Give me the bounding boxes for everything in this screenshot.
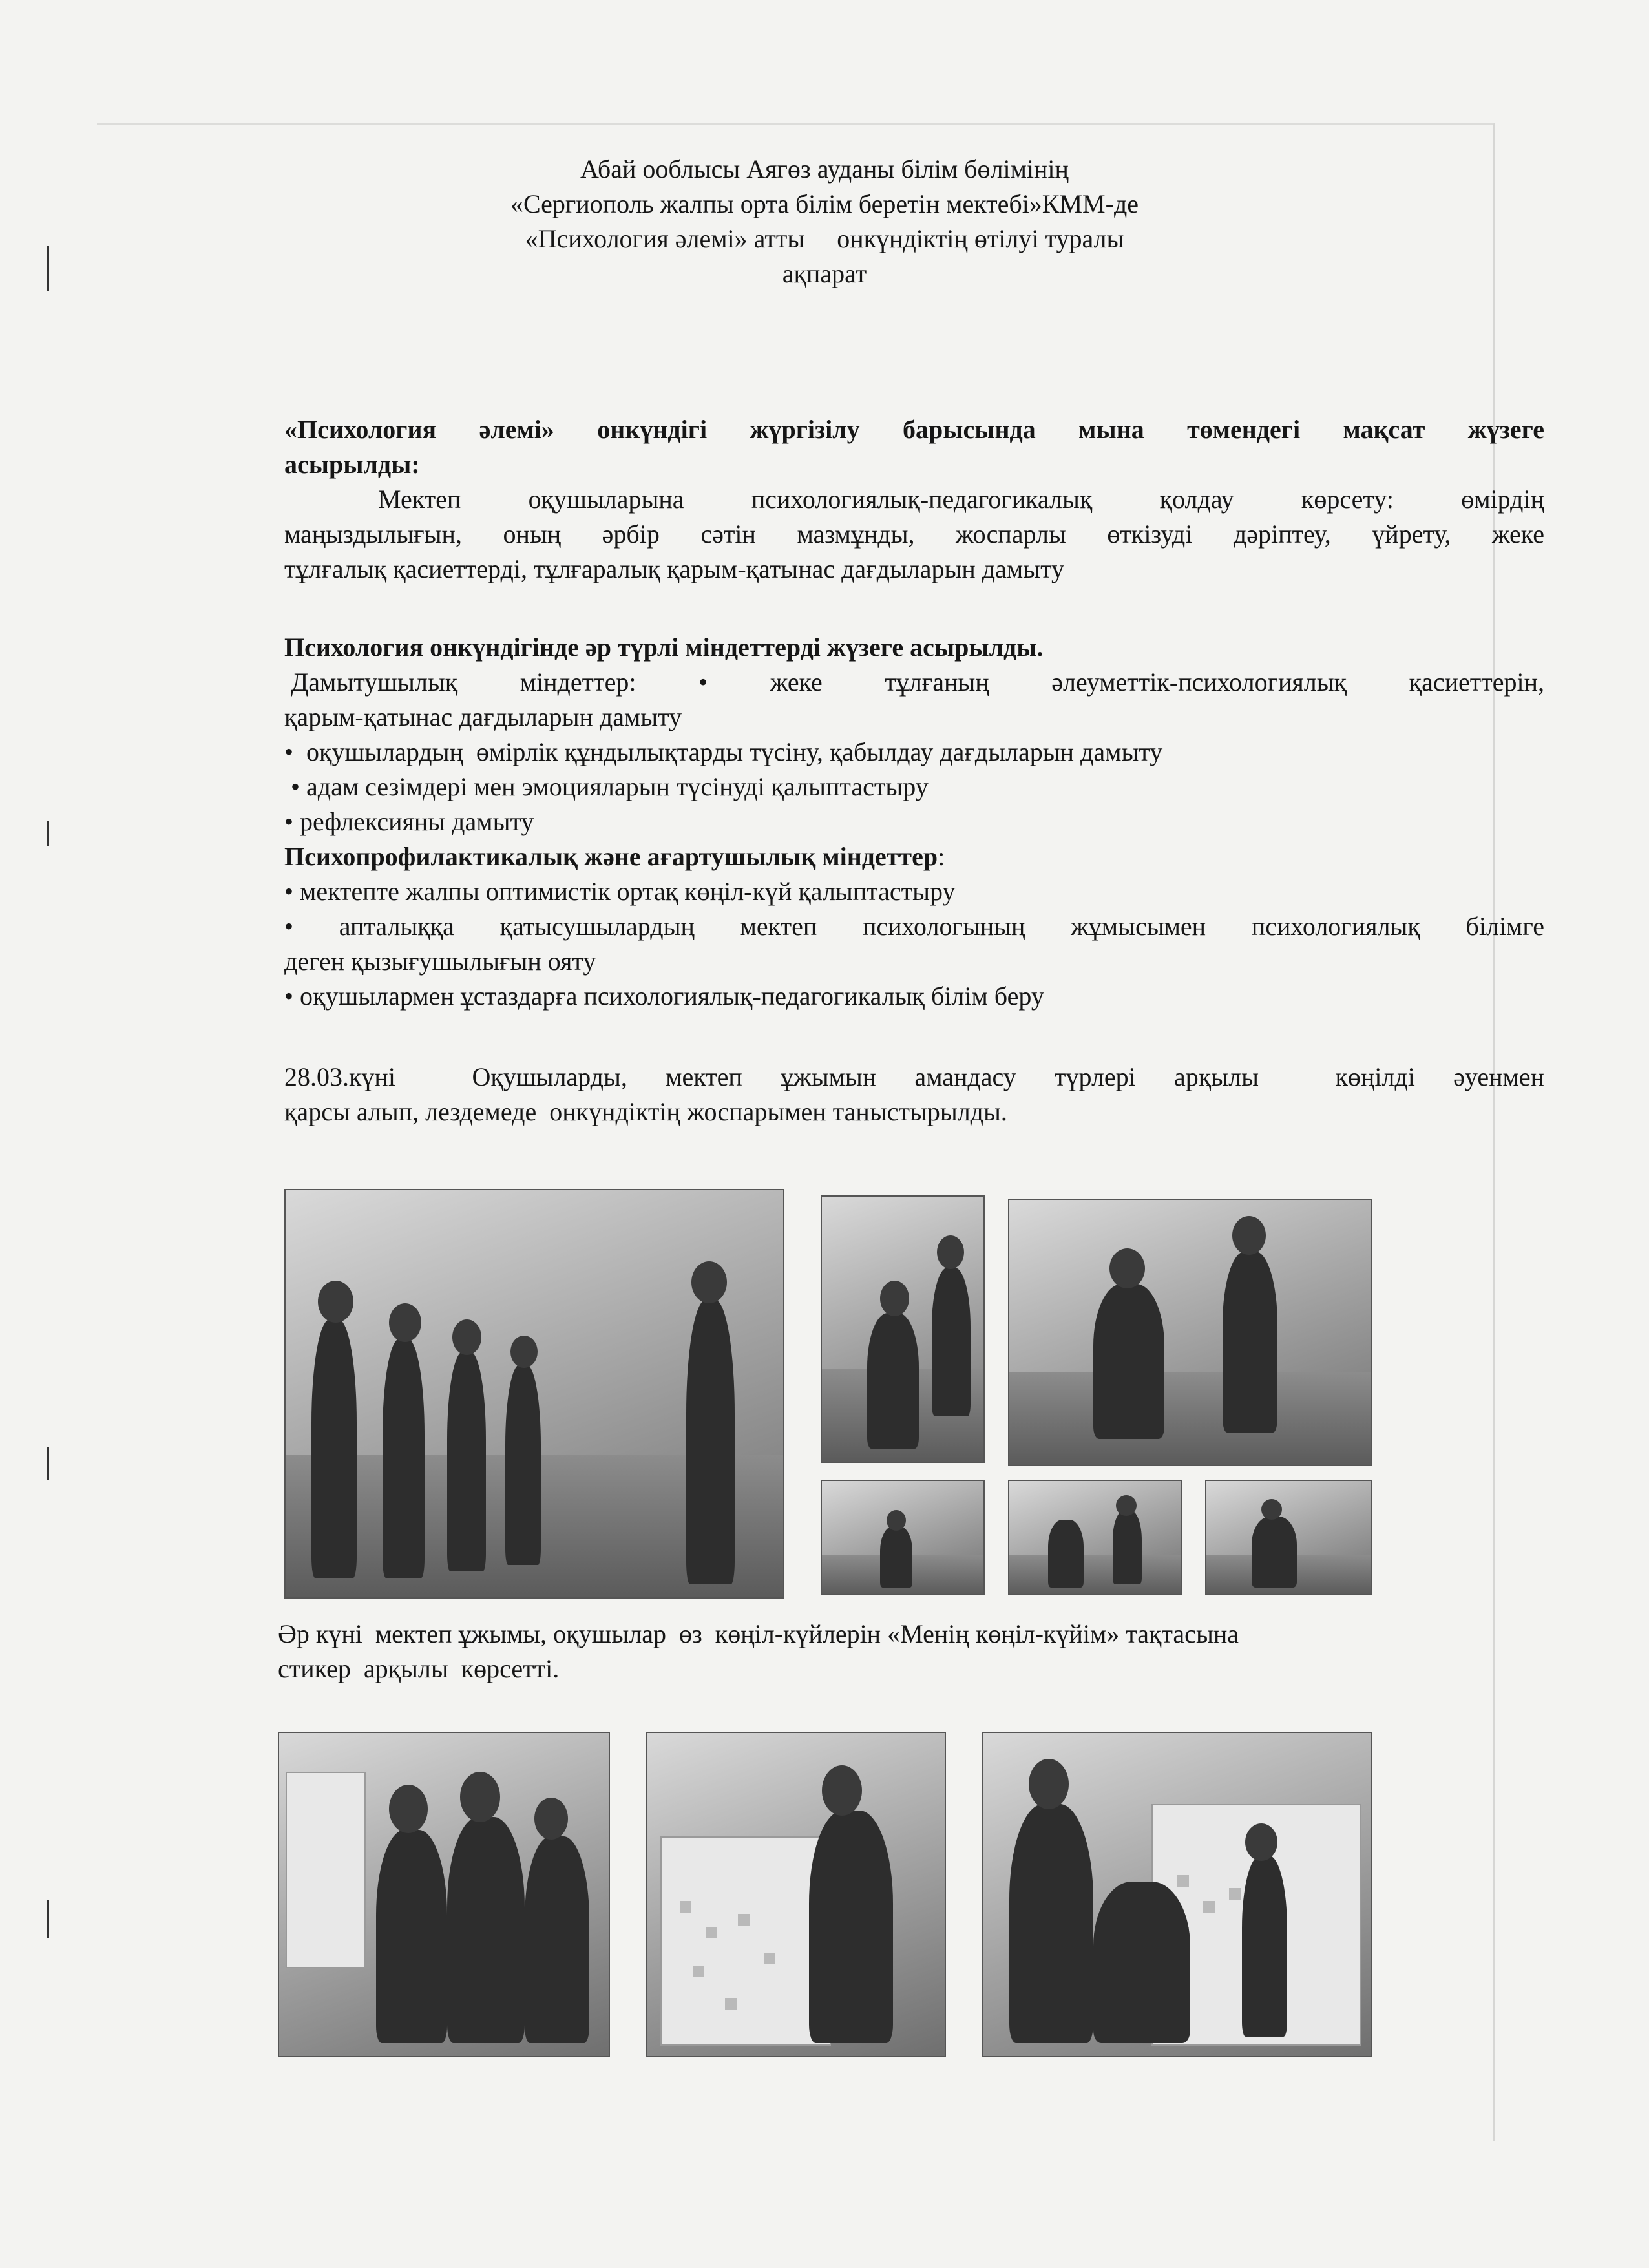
- header-line-4: ақпарат: [782, 259, 867, 288]
- photo-students-lineup: [284, 1189, 784, 1599]
- photo-greeting-5: [1205, 1480, 1372, 1595]
- document-header: [0, 152, 1649, 291]
- intro-heading-line-1: «Психология әлемі» онкүндігі жүргізілу барысында мына төмендегі мақсат жүзеге: [284, 415, 1544, 444]
- photo-mood-board-sticker: [646, 1732, 946, 2057]
- photo-mood-board-student: [982, 1732, 1372, 2057]
- bullet-reflection: • рефлексияны дамыту: [284, 807, 534, 836]
- header-line-1: Абай ооблысы Аягөз ауданы білім бөлімінің: [580, 154, 1069, 184]
- header-line-2: «Сергиополь жалпы орта білім беретін мектебі»КММ-де: [510, 189, 1139, 218]
- bullet-interest-line-2: деген қызығушылығын ояту: [284, 947, 596, 976]
- photo-greeting-1: [821, 1195, 985, 1463]
- photo-greeting-2: [1008, 1199, 1372, 1466]
- intro-heading-line-2: асырылды:: [284, 450, 420, 479]
- prophylactic-tasks-heading: [284, 839, 945, 874]
- bullet-optimistic-mood: • мектепте жалпы оптимистік ортақ көңіл-күй қалыптастыру: [284, 877, 956, 906]
- tasks-heading: Психология онкүндігінде әр түрлі міндеттерді жүзеге асырылды.: [284, 633, 1044, 662]
- developmental-tasks-line-1: Дамытушылық міндеттер: • жеке тұлғаның әлеуметтік-психологиялық қасиеттерін,: [291, 667, 1544, 697]
- bullet-emotions: • адам сезімдері мен эмоцияларын түсінуді қалыптастыру: [284, 772, 929, 801]
- scan-margin-mark: [47, 1447, 49, 1480]
- prophylactic-heading-colon: :: [938, 842, 945, 871]
- prophylactic-heading-text: Психопрофилактикалық және ағартушылық міндеттер: [284, 842, 938, 871]
- event-1-line-2: қарсы алып, лездемеде онкүндіктің жоспарымен таныстырылды.: [284, 1097, 1007, 1126]
- scan-margin-mark: [47, 1900, 49, 1938]
- scan-margin-mark: [47, 821, 49, 846]
- photo-mood-board-teachers: [278, 1732, 610, 2057]
- event-2-line-2: стикер арқылы көрсетті.: [278, 1654, 560, 1683]
- event-2-line-1: Әр күні мектеп ұжымы, оқушылар өз көңіл-күйлерін «Менің көңіл-күйім» тақтасына: [278, 1619, 1239, 1648]
- bullet-interest-line-1: • апталыққа қатысушылардың мектеп психологының жұмысымен психологиялық білімге: [284, 912, 1544, 941]
- photo-greeting-4: [1008, 1480, 1182, 1595]
- intro-paragraph-line-1: Мектеп оқушыларына психологиялық-педагогикалық қолдау көрсету: өмірдің: [378, 485, 1544, 514]
- developmental-tasks-line-2: қарым-қатынас дағдыларын дамыту: [284, 702, 682, 731]
- event-1-line-1: 28.03.күні Оқушыларды, мектеп ұжымын амандасу түрлері арқылы көңілді әуенмен: [284, 1062, 1544, 1091]
- photo-greeting-3: [821, 1480, 985, 1595]
- header-line-3: «Психология әлемі» атты онкүндіктің өтілуі туралы: [525, 224, 1124, 253]
- bullet-values: • оқушылардың өмірлік құндылықтарды түсіну, қабылдау дағдыларын дамыту: [284, 737, 1163, 766]
- bullet-education: • оқушылармен ұстаздарға психологиялық-педагогикалық білім беру: [284, 982, 1044, 1011]
- intro-paragraph-line-2: маңыздылығын, оның әрбір сәтін мазмұнды, жоспарлы өткізуді дәріптеу, үйрету, жеке: [284, 520, 1544, 549]
- intro-paragraph-line-3: тұлғалық қасиеттерді, тұлғаралық қарым-қатынас дағдыларын дамыту: [284, 554, 1065, 583]
